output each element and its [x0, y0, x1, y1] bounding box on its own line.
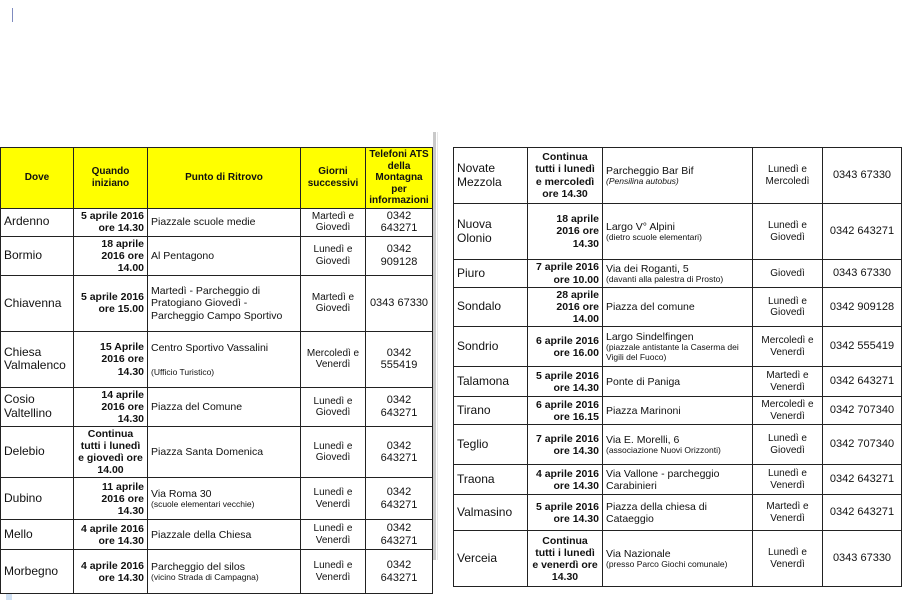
- row-giorni: Mercoledì e Venerdì: [753, 397, 823, 425]
- row-giorni: Martedì e Venerdì: [753, 495, 823, 531]
- table-row: [1, 387, 433, 426]
- row-punto: [148, 387, 301, 426]
- punto-sub: (piazzale antistante la Caserma dei Vigili del Fuoco): [606, 341, 739, 362]
- row-telefono: 0342 643271: [823, 465, 902, 495]
- row-punto: [603, 148, 753, 204]
- table-row: [454, 425, 902, 465]
- row-punto: [148, 236, 301, 275]
- row-punto: [148, 208, 301, 236]
- row-telefono: 0343 67330: [823, 260, 902, 288]
- row-quando: 7 aprile 2016 ore 14.30: [528, 425, 603, 465]
- punto-main: Parcheggio Bar Bif: [606, 164, 694, 177]
- row-dove: Talamona: [454, 367, 528, 397]
- row-dove: Chiavenna: [1, 275, 74, 331]
- row-punto: [148, 550, 301, 594]
- row-giorni: Martedì e Venerdì: [753, 367, 823, 397]
- punto-sub: (Ufficio Turistico): [151, 366, 215, 377]
- row-punto: [603, 397, 753, 425]
- row-giorni: Lunedì e Venerdì: [753, 531, 823, 587]
- punto-main: Piazzale scuole medie: [151, 216, 256, 229]
- punto-main: Via Roma 30: [151, 487, 212, 500]
- row-quando: 11 aprile 2016 ore 14.30: [74, 478, 148, 520]
- punto-main: Via Vallone - parcheggio Carabinieri: [606, 467, 720, 492]
- row-giorni: Lunedì e Venerdì: [753, 465, 823, 495]
- punto-main: Martedì - Parcheggio di Pratogiano Giovedì - Parcheggio Campo Sportivo: [151, 285, 283, 322]
- row-giorni: Lunedì e Venerdì: [301, 520, 366, 550]
- punto-sub: (davanti alla palestra di Prosto): [606, 273, 724, 284]
- row-giorni: Martedì e Giovedì: [301, 208, 366, 236]
- row-dove: Novate Mezzola: [454, 148, 528, 204]
- row-quando: 4 aprile 2016 ore 14.30: [528, 465, 603, 495]
- row-giorni: Lunedì e Giovedì: [301, 427, 366, 478]
- table-row: [454, 260, 902, 288]
- row-quando: 14 aprile 2016 ore 14.30: [74, 387, 148, 426]
- row-telefono: 0342 555419: [366, 331, 433, 387]
- row-punto: [148, 520, 301, 550]
- row-telefono: 0342 643271: [366, 550, 433, 594]
- row-dove: Morbegno: [1, 550, 74, 594]
- row-telefono: 0342 909128: [366, 236, 433, 275]
- row-telefono: 0342 643271: [366, 208, 433, 236]
- table-row: [454, 148, 902, 204]
- row-quando: Continua tutti i lunedì e mercoledì ore 14.30: [528, 148, 603, 204]
- row-punto: [148, 275, 301, 331]
- punto-sub: (presso Parco Giochi comunale): [606, 558, 728, 569]
- row-quando: 4 aprile 2016 ore 14.30: [74, 550, 148, 594]
- header-quando: Quando iniziano: [74, 148, 148, 209]
- punto-main: Parcheggio del silos: [151, 560, 245, 573]
- header-dove: Dove: [1, 148, 74, 209]
- corner-mark-bottom: [6, 594, 12, 600]
- row-giorni: Mercoledì e Venerdì: [753, 327, 823, 367]
- punto-main: Largo Sindelfingen: [606, 330, 694, 343]
- punto-main: Piazza del comune: [606, 301, 695, 314]
- row-dove: Delebio: [1, 427, 74, 478]
- row-punto: [603, 531, 753, 587]
- row-quando: 15 Aprile 2016 ore 14.30: [74, 331, 148, 387]
- row-telefono: 0342 643271: [366, 427, 433, 478]
- row-dove: Valmasino: [454, 495, 528, 531]
- punto-main: Piazza del Comune: [151, 401, 243, 414]
- row-dove: Nuova Olonio: [454, 204, 528, 260]
- punto-sub: (associazione Nuovi Orizzonti): [606, 444, 721, 455]
- row-punto: [603, 204, 753, 260]
- header-telefoni: Telefoni ATS della Montagna per informazioni: [366, 148, 433, 209]
- table-row: [454, 495, 902, 531]
- punto-main: Al Pentagono: [151, 249, 215, 262]
- row-giorni: Lunedì e Giovedì: [301, 387, 366, 426]
- row-punto: [603, 465, 753, 495]
- row-dove: Sondalo: [454, 288, 528, 327]
- row-telefono: 0342 643271: [823, 204, 902, 260]
- row-dove: Piuro: [454, 260, 528, 288]
- row-giorni: Mercoledì e Venerdì: [301, 331, 366, 387]
- row-punto: [603, 260, 753, 288]
- row-dove: Cosio Valtellino: [1, 387, 74, 426]
- row-dove: Ardenno: [1, 208, 74, 236]
- row-quando: 18 aprile 2016 ore 14.00: [74, 236, 148, 275]
- row-dove: Traona: [454, 465, 528, 495]
- row-dove: Bormio: [1, 236, 74, 275]
- punto-main: Ponte di Paniga: [606, 375, 681, 388]
- row-quando: 5 aprile 2016 ore 15.00: [74, 275, 148, 331]
- left-schedule-table: [0, 147, 433, 594]
- table-row: [1, 331, 433, 387]
- row-quando: 7 aprile 2016 ore 10.00: [528, 260, 603, 288]
- punto-main: Via E. Morelli, 6: [606, 433, 680, 446]
- row-telefono: 0342 707340: [823, 425, 902, 465]
- table-row: [454, 397, 902, 425]
- table-row: [454, 367, 902, 397]
- row-giorni: Lunedì e Giovedì: [753, 204, 823, 260]
- row-quando: Continua tutti i lunedì e venerdì ore 14.30: [528, 531, 603, 587]
- row-punto: [603, 288, 753, 327]
- table-row: [454, 465, 902, 495]
- punto-sub: (vicino Strada di Campagna): [151, 572, 259, 583]
- row-dove: Sondrio: [454, 327, 528, 367]
- row-punto: [148, 478, 301, 520]
- row-giorni: Lunedì e Mercoledì: [753, 148, 823, 204]
- row-dove: Chiesa Valmalenco: [1, 331, 74, 387]
- right-schedule-table: [453, 147, 902, 587]
- row-quando: 5 aprile 2016 ore 14.30: [528, 367, 603, 397]
- row-telefono: 0342 643271: [366, 387, 433, 426]
- punto-main: Centro Sportivo Vassalini: [151, 341, 269, 354]
- row-punto: [603, 327, 753, 367]
- row-telefono: 0342 707340: [823, 397, 902, 425]
- punto-sub: (Pensilina autobus): [606, 175, 679, 186]
- row-punto: [148, 427, 301, 478]
- row-punto: [603, 425, 753, 465]
- row-telefono: 0342 909128: [823, 288, 902, 327]
- row-punto: [148, 331, 301, 387]
- row-giorni: Lunedì e Giovedì: [753, 288, 823, 327]
- row-giorni: Lunedì e Venerdì: [301, 550, 366, 594]
- punto-sub: (dietro scuole elementari): [606, 231, 702, 242]
- row-telefono: 0342 643271: [823, 367, 902, 397]
- row-dove: Mello: [1, 520, 74, 550]
- row-quando: 18 aprile 2016 ore 14.30: [528, 204, 603, 260]
- punto-main: Piazza della chiesa di Cataeggio: [606, 500, 707, 525]
- page-edge-line: [437, 132, 438, 560]
- row-quando: Continua tutti i lunedì e giovedì ore 14.00: [74, 427, 148, 478]
- row-quando: 6 aprile 2016 ore 16.15: [528, 397, 603, 425]
- row-giorni: Lunedì e Giovedì: [753, 425, 823, 465]
- row-dove: Verceia: [454, 531, 528, 587]
- row-quando: 4 aprile 2016 ore 14.30: [74, 520, 148, 550]
- row-telefono: 0343 67330: [366, 275, 433, 331]
- table-row: [1, 478, 433, 520]
- row-quando: 5 aprile 2016 ore 14.30: [528, 495, 603, 531]
- row-quando: 28 aprile 2016 ore 14.00: [528, 288, 603, 327]
- table-row: [1, 550, 433, 594]
- left-header-row: [1, 148, 433, 209]
- table-row: [1, 520, 433, 550]
- row-telefono: 0342 643271: [366, 520, 433, 550]
- row-telefono: 0343 67330: [823, 148, 902, 204]
- row-dove: Teglio: [454, 425, 528, 465]
- corner-mark: [12, 8, 13, 22]
- row-punto: [603, 367, 753, 397]
- row-quando: 5 aprile 2016 ore 14.30: [74, 208, 148, 236]
- row-giorni: Martedì e Giovedì: [301, 275, 366, 331]
- row-punto: [603, 495, 753, 531]
- table-row: [454, 288, 902, 327]
- table-row: [1, 427, 433, 478]
- header-giorni: Giorni successivi: [301, 148, 366, 209]
- punto-main: Via dei Roganti, 5: [606, 262, 689, 275]
- page-edge-shadow: [433, 132, 436, 560]
- punto-main: Piazza Marinoni: [606, 404, 681, 417]
- row-telefono: 0342 643271: [823, 495, 902, 531]
- table-row: [454, 204, 902, 260]
- punto-main: Via Nazionale: [606, 547, 671, 560]
- row-dove: Dubino: [1, 478, 74, 520]
- punto-main: Piazzale della Chiesa: [151, 528, 252, 541]
- punto-main: Piazza Santa Domenica: [151, 446, 264, 459]
- row-giorni: Giovedì: [753, 260, 823, 288]
- row-giorni: Lunedì e Venerdì: [301, 478, 366, 520]
- row-telefono: 0342 555419: [823, 327, 902, 367]
- header-punto: Punto di Ritrovo: [148, 148, 301, 209]
- table-row: [454, 531, 902, 587]
- row-quando: 6 aprile 2016 ore 16.00: [528, 327, 603, 367]
- table-row: [1, 208, 433, 236]
- punto-sub: (scuole elementari vecchie): [151, 499, 255, 510]
- table-row: [454, 327, 902, 367]
- punto-main: Largo V° Alpini: [606, 220, 675, 233]
- table-row: [1, 275, 433, 331]
- row-telefono: 0343 67330: [823, 531, 902, 587]
- table-row: [1, 236, 433, 275]
- row-dove: Tirano: [454, 397, 528, 425]
- row-telefono: 0342 643271: [366, 478, 433, 520]
- row-giorni: Lunedì e Giovedì: [301, 236, 366, 275]
